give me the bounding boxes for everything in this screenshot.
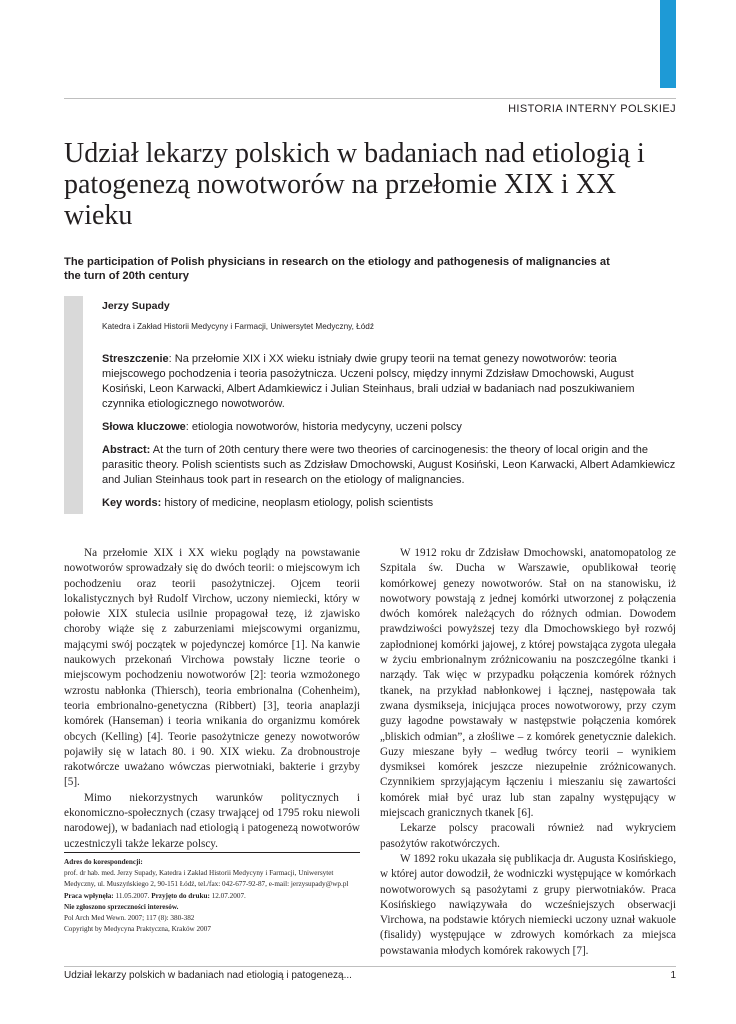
streszczenie-paragraph [102, 352, 676, 412]
received-label: Praca wpłynęła: [64, 891, 114, 900]
copyright-notice: Copyright by Medycyna Praktyczna, Kraków 2007 [64, 925, 211, 934]
header-rule [64, 98, 676, 99]
received-date: 11.05.2007. [113, 891, 152, 900]
slowa-kluczowe-text: : etiologia nowotworów, historia medycyny, uczeni polscy [185, 421, 462, 433]
streszczenie-label: Streszczenie [102, 353, 169, 365]
body-paragraph: Na przełomie XIX i XX wieku poglądy na powstawanie nowotworów sprowadzały się do dwóch teorii: o miejscowym ich pochodzeniu oraz teorii pasożytniczej. Ojcem teorii lokalistycznych był Rudolf Virchow, uczony niemiecki, który w połowie XIX stulecia usilnie propagował tezę, iż zjawisko choroby wiąże się z zaburzeniami miejscowymi organizmu, mającymi swój początek w pojedynczej komórce [1]. Na kanwie naukowych przekonań Virchowa powstały liczne teorie o miejscowym pochodzeniu nowotworów [2]: teoria wzmożonego wzrostu nabłonka (Thiersch), teoria embrionalna (Cohenheim), teoria embrionalno-genetyczna (Ribbert) [3], teoria anaplazji komórek (Hanseman) i teoria wnikania do organizmu komórek obcych (Kelling) [4]. Teorie pasożytnicze genezy nowotworów pojawiły się w latach 80. i 90. XIX wieku. Za drobnoustroje rakotwórcze uważano wówczas pierwotniaki, bakterie i grzyby [5]. [64, 547, 360, 789]
slowa-kluczowe-label: Słowa kluczowe [102, 421, 186, 433]
body-paragraph: Lekarze polscy pracowali również nad wykryciem pasożytów rakotwórczych. [380, 822, 676, 850]
journal-citation: Pol Arch Med Wewn. 2007; 117 (8): 380-382 [64, 914, 195, 923]
abstract-content [102, 296, 676, 511]
author-name: Jerzy Supady [102, 300, 170, 312]
header-accent-bar [660, 0, 676, 88]
section-label: HISTORIA INTERNY POLSKIEJ [508, 103, 676, 115]
body-column-right [380, 546, 676, 959]
key-words-label: Key words: [102, 497, 162, 509]
body-paragraph: Mimo niekorzystnych warunków politycznych i ekonomiczno-społecznych (czasy trwającej od 1795 roku niewoli narodowej), w badaniach nad etiologią i patogenezą nowotworów uczestniczyli także lekarze polscy. [64, 791, 360, 850]
streszczenie-text: : Na przełomie XIX i XX wieku istniały dwie grupy teorii na temat genezy nowotworów: teoria miejscowego pochodzenia i teoria pasożytnicza. Uczeni polscy, między innymi Zdzisław Dmochowski, August Kosiński, Leon Karwacki, Albert Adamkiewicz i Julian Steinhaus, brali udział w badaniach nad poszukiwaniem czynnika etiologicznego nowotworów. [102, 353, 635, 410]
correspondence-heading: Adres do korespondencji: [64, 858, 143, 866]
abstract-label: Abstract: [102, 444, 151, 456]
article-title-english: The participation of Polish physicians in research on the etiology and pathogenesis of malignancies at the turn of 20th century [64, 256, 610, 282]
running-title: Udział lekarzy polskich w badaniach nad etiologią i patogenezą... [64, 970, 352, 981]
body-paragraph: W 1912 roku dr Zdzisław Dmochowski, anatomopatolog ze Szpitala św. Ducha w Warszawie, opublikował teorię komórkowej genezy nowotworów. Stał on na stanowisku, iż nowotwory powstają z jednej komórki utworzonej z połączenia dwóch komórek należących do różnych odmian. Dowodem prawdziwości powyższej tezy dla Dmochowskiego był rozwój zapłodnionej komórki jajowej, z której powstająca zygota ulegała w życiu embrionalnym zróżnicowaniu na poszczególne tkanki i narządy. Tak więc w przypadku połączenia komórek różnych tkanek, na przykład nabłonkowej i łącznej, następowała tak zwana dysmikseja, inicjująca proces nowotworowy, przy czym guzy łagodne powstawały w następstwie połączenia komórek „bliskich odmian”, a złośliwe – z komórek genetycznie dalekich. Guzy mieszane były – według twórcy teorii – wynikiem dysmiksei komórek jeszcze niezupełnie zróżnicowanych. Czynnikiem sprzyjającym łączeniu i mieszaniu się zawartości komórek miał być uraz lub stan zapalny występujący w miejscach granicznych tkanek [6]. [380, 547, 676, 820]
key-words-text: history of medicine, neoplasm etiology, polish scientists [161, 497, 434, 509]
accepted-date: 12.07.2007. [209, 891, 246, 900]
abstract-side-bar [64, 296, 83, 514]
key-words-paragraph [102, 496, 676, 511]
abstract-paragraph [102, 443, 676, 488]
page-number: 1 [670, 970, 676, 981]
abstract-box [64, 296, 676, 514]
conflict-of-interest: Nie zgłoszono sprzeczności interesów. [64, 902, 179, 911]
accepted-label: Przyjęto do druku: [151, 891, 210, 900]
correspondence-footnote [64, 852, 360, 935]
correspondence-address: prof. dr hab. med. Jerzy Supady, Katedra i Zakład Historii Medycyny i Farmacji, Uniwersytet Medyczny, ul. Muszyńskiego 2, 90-151 Łódź, tel./fax: 042-677-92-87, e-mail: jerzysupady@wp.pl [64, 869, 349, 889]
article-title-polish: Udział lekarzy polskich w badaniach nad etiologią i patogenezą nowotworów na przełomie XIX i XX wieku [64, 138, 645, 231]
body-paragraph: W 1892 roku ukazała się publikacja dr. Augusta Kosińskiego, w której autor dowodził, że wodniczki występujące w komórkach nowotworowych są pasożytami z grupy pierwotniaków. Praca Kosińskiego nawiązywała do wcześniejszych obserwacji Virchowa, na podstawie których niemiecki uczony uznał wakuole (fisalidy) występujące w zdrowych komórkach za miejsca powstawania młodych komórek rakowych [7]. [380, 852, 676, 957]
footer-rule [64, 966, 676, 967]
abstract-text: At the turn of 20th century there were two theories of carcinogenesis: the theory of local origin and the parasitic theory. Polish scientists such as Zdzisław Dmochowski, August Kosiński, Leon Karwacki, Albert Adamkiewicz and Julian Steinhaus took part in research on the etiology of malignancies. [102, 444, 676, 486]
author-affiliation: Katedra i Zakład Historii Medycyny i Farmacji, Uniwersytet Medyczny, Łódź [102, 322, 374, 331]
body-column-left [64, 546, 360, 852]
received-accepted-dates [64, 891, 360, 902]
slowa-kluczowe-paragraph [102, 420, 676, 435]
